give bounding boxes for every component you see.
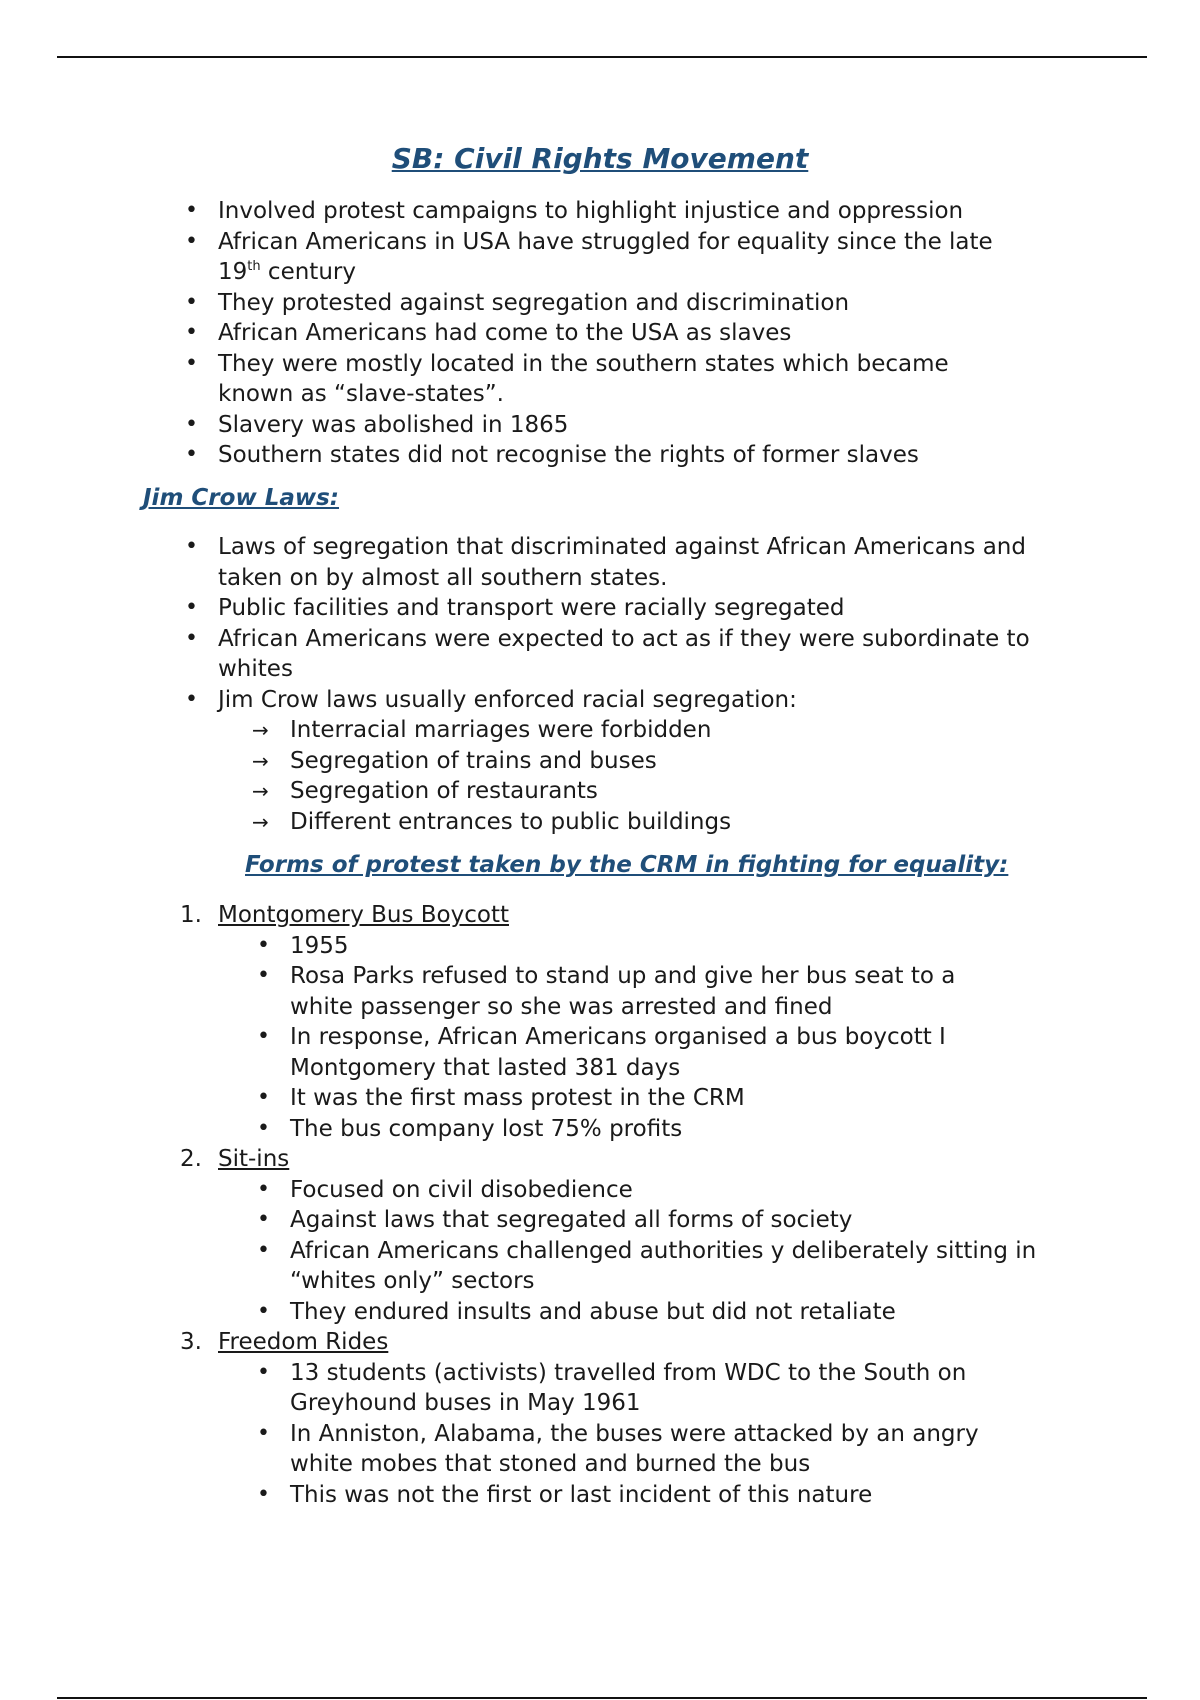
list-item: • This was not the first or last incident of this nature — [290, 1480, 1050, 1511]
item-number: 3. — [180, 1329, 202, 1355]
protest-item-freedom-rides — [180, 1327, 1068, 1510]
item-title: Sit-ins — [218, 1146, 290, 1172]
list-item: • African Americans were expected to act as if they were subordinate to whites — [218, 624, 1058, 685]
list-item: • African Americans had come to the USA as slaves — [218, 318, 1058, 349]
protest-item-sit-ins — [180, 1144, 1068, 1327]
list-item: • Public facilities and transport were racially segregated — [218, 593, 1068, 624]
list-item: • In Anniston, Alabama, the buses were attacked by an angry white mobes that stoned and burned the bus — [290, 1419, 1030, 1480]
item-title: Montgomery Bus Boycott — [218, 902, 509, 928]
item-number: 2. — [180, 1146, 202, 1172]
list-item: → Segregation of trains and buses — [290, 746, 1050, 777]
list-item: • Rosa Parks refused to stand up and give her bus seat to a white passenger so she was arrested and fined — [290, 961, 1010, 1022]
list-item: • Southern states did not recognise the rights of former slaves — [218, 440, 1058, 471]
sub-bullet-list — [290, 1175, 1070, 1328]
sub-bullet-list — [290, 931, 1060, 1145]
top-rule — [57, 56, 1147, 58]
sub-bullet-list — [290, 1358, 1050, 1511]
list-item: • 1955 — [290, 931, 1060, 962]
list-item: • In response, African Americans organised a bus boycott I Montgomery that lasted 381 days — [290, 1022, 1010, 1083]
list-item: → Segregation of restaurants — [290, 776, 1050, 807]
intro-bullet-list — [218, 196, 1058, 471]
list-item: • Involved protest campaigns to highlight injustice and oppression — [218, 196, 1058, 227]
protest-numbered-list — [180, 900, 1068, 1510]
list-item: • Focused on civil disobedience — [290, 1175, 1070, 1206]
protest-item-bus-boycott — [180, 900, 1068, 1144]
list-item: • African Americans challenged authorities y deliberately sitting in “whites only” sectors — [290, 1236, 1070, 1297]
list-item: • Laws of segregation that discriminated against African Americans and taken on by almost all southern states. — [218, 532, 1038, 593]
list-item: • It was the first mass protest in the CRM — [290, 1083, 1060, 1114]
item-number: 1. — [180, 902, 202, 928]
list-item: • The bus company lost 75% profits — [290, 1114, 1060, 1145]
list-item: • They endured insults and abuse but did not retaliate — [290, 1297, 1070, 1328]
list-item: → Different entrances to public buildings — [290, 807, 1050, 838]
list-item: • They protested against segregation and discrimination — [218, 288, 1058, 319]
jim-crow-arrow-list — [290, 715, 1050, 837]
list-item: • They were mostly located in the southern states which became known as “slave-states”. — [218, 349, 1008, 410]
list-item: • African Americans in USA have struggled for equality since the late 19th century — [218, 227, 1058, 288]
bottom-rule — [57, 1697, 1147, 1699]
page-title: SB: Civil Rights Movement — [391, 142, 809, 175]
list-item: • Jim Crow laws usually enforced racial segregation: — [218, 685, 1068, 716]
list-item: • Slavery was abolished in 1865 — [218, 410, 1058, 441]
protest-subtitle: Forms of protest taken by the CRM in fighting for equality: — [245, 852, 1009, 878]
jim-crow-heading: Jim Crow Laws: — [143, 485, 340, 511]
item-title: Freedom Rides — [218, 1329, 389, 1355]
list-item: • Against laws that segregated all forms of society — [290, 1205, 1070, 1236]
jim-crow-bullet-list — [218, 532, 1068, 715]
list-item: • 13 students (activists) travelled from WDC to the South on Greyhound buses in May 1961 — [290, 1358, 1020, 1419]
list-item: → Interracial marriages were forbidden — [290, 715, 1050, 746]
